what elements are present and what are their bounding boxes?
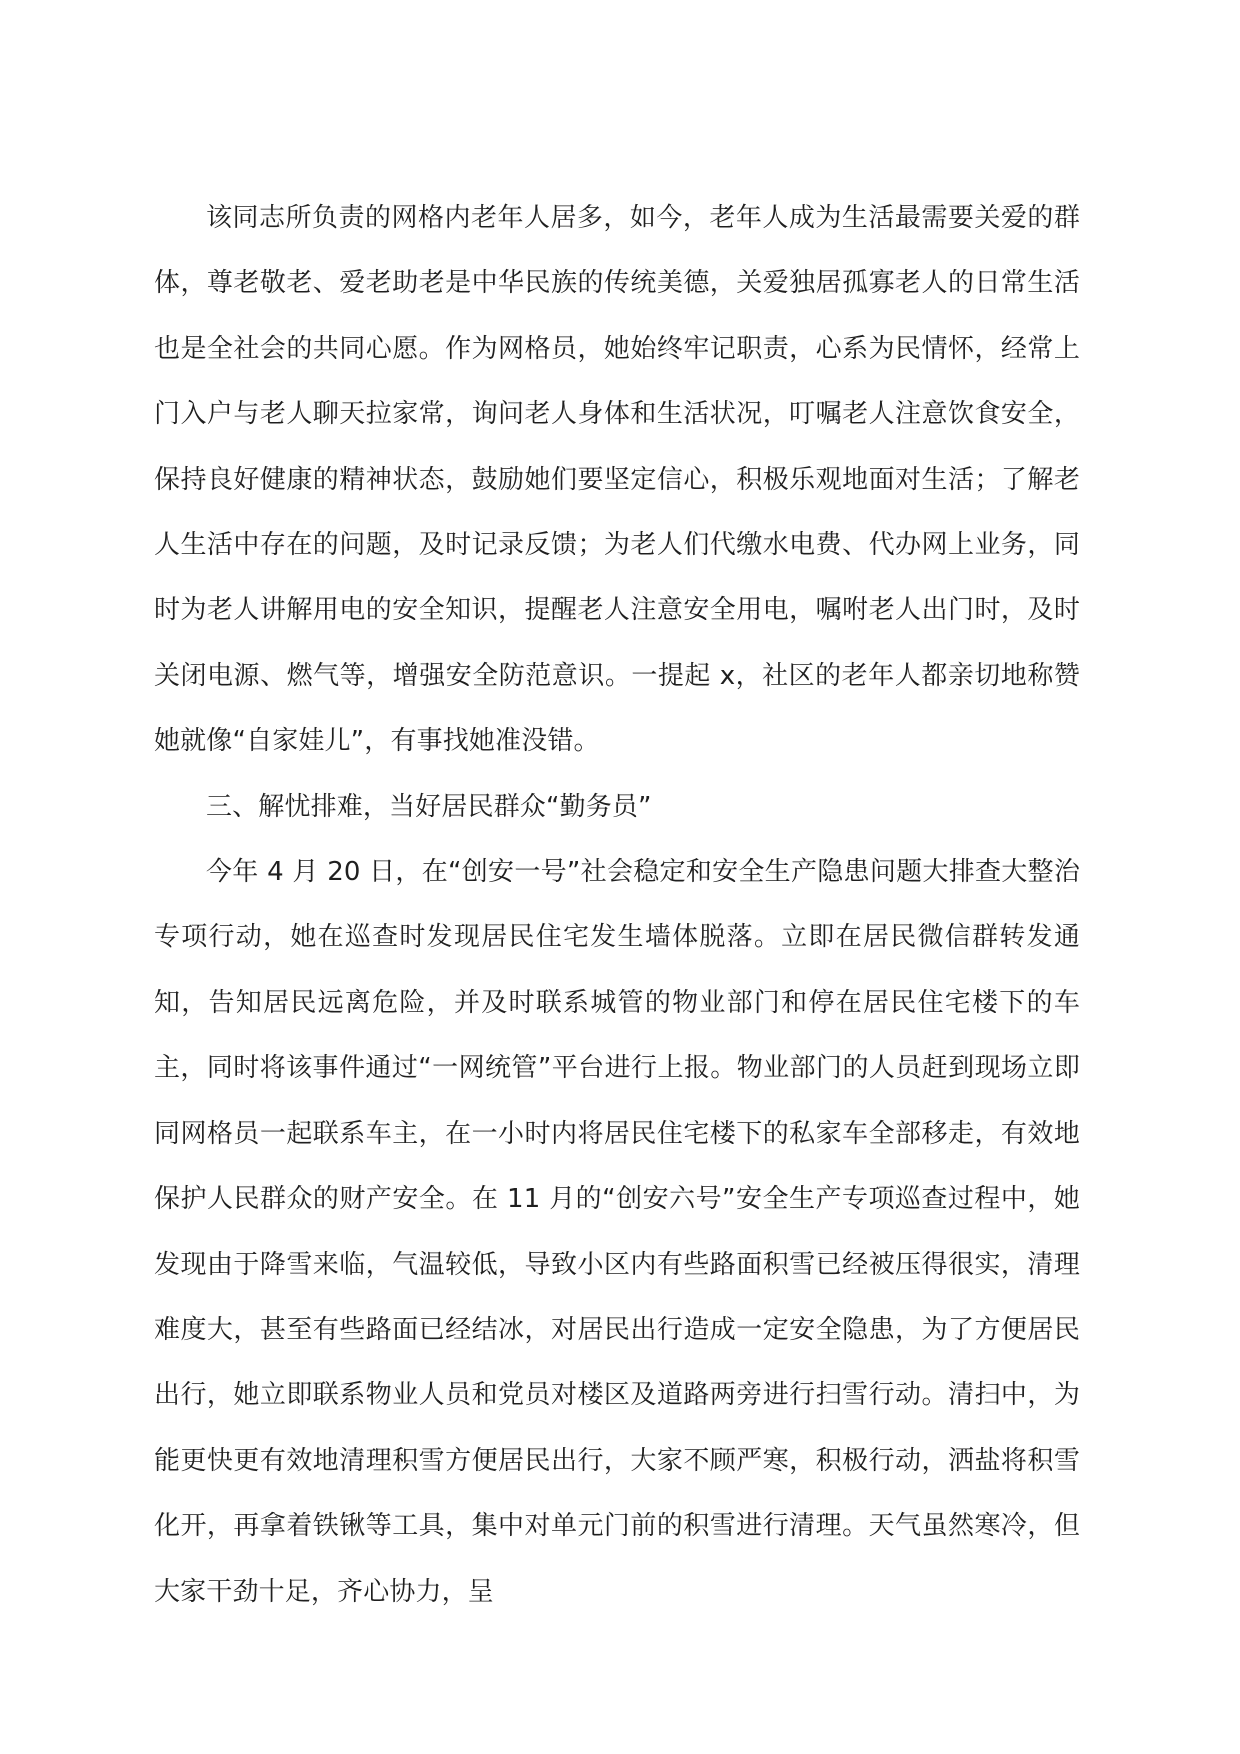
- document-body: [154, 186, 1080, 1625]
- paragraph-elderly-care: 该同志所负责的网格内老年人居多，如今，老年人成为生活最需要关爱的群体，尊老敬老、爱老助老是中华民族的传统美德，关爱独居孤寡老人的日常生活也是全社会的共同心愿。作为网格员，她始终牢记职责，心系为民情怀，经常上门入户与老人聊天拉家常，询问老人身体和生活状况，叮嘱老人注意饮食安全，保持良好健康的精神状态，鼓励她们要坚定信心，积极乐观地面对生活；了解老人生活中存在的问题，及时记录反馈；为老人们代缴水电费、代办网上业务，同时为老人讲解用电的安全知识，提醒老人注意安全用电，嘱咐老人出门时，及时关闭电源、燃气等，增强安全防范意识。一提起 x，社区的老年人都亲切地称赞她就像“自家娃儿”，有事找她准没错。: [154, 203, 1080, 757]
- paragraph-safety-inspection: 今年 4 月 20 日，在“创安一号”社会稳定和安全生产隐患问题大排查大整治专项行动，她在巡查时发现居民住宅发生墙体脱落。立即在居民微信群转发通知，告知居民远离危险，并及时联系城管的物业部门和停在居民住宅楼下的车主，同时将该事件通过“一网统管”平台进行上报。物业部门的人员赶到现场立即同网格员一起联系车主，在一小时内将居民住宅楼下的私家车全部移走，有效地保护人民群众的财产安全。在 11 月的“创安六号”安全生产专项巡查过程中，她发现由于降雪来临，气温较低，导致小区内有些路面积雪已经被压得很实，清理难度大，甚至有些路面已经结冰，对居民出行造成一定安全隐患，为了方便居民出行，她立即联系物业人员和党员对楼区及道路两旁进行扫雪行动。清扫中，为能更快更有效地清理积雪方便居民出行，大家不顾严寒，积极行动，洒盐将积雪化开，再拿着铁锹等工具，集中对单元门前的积雪进行清理。天气虽然寒冷，但大家干劲十足，齐心协力，呈: [154, 857, 1080, 1607]
- section-heading: 三、解忧排难，当好居民群众“勤务员”: [206, 791, 652, 822]
